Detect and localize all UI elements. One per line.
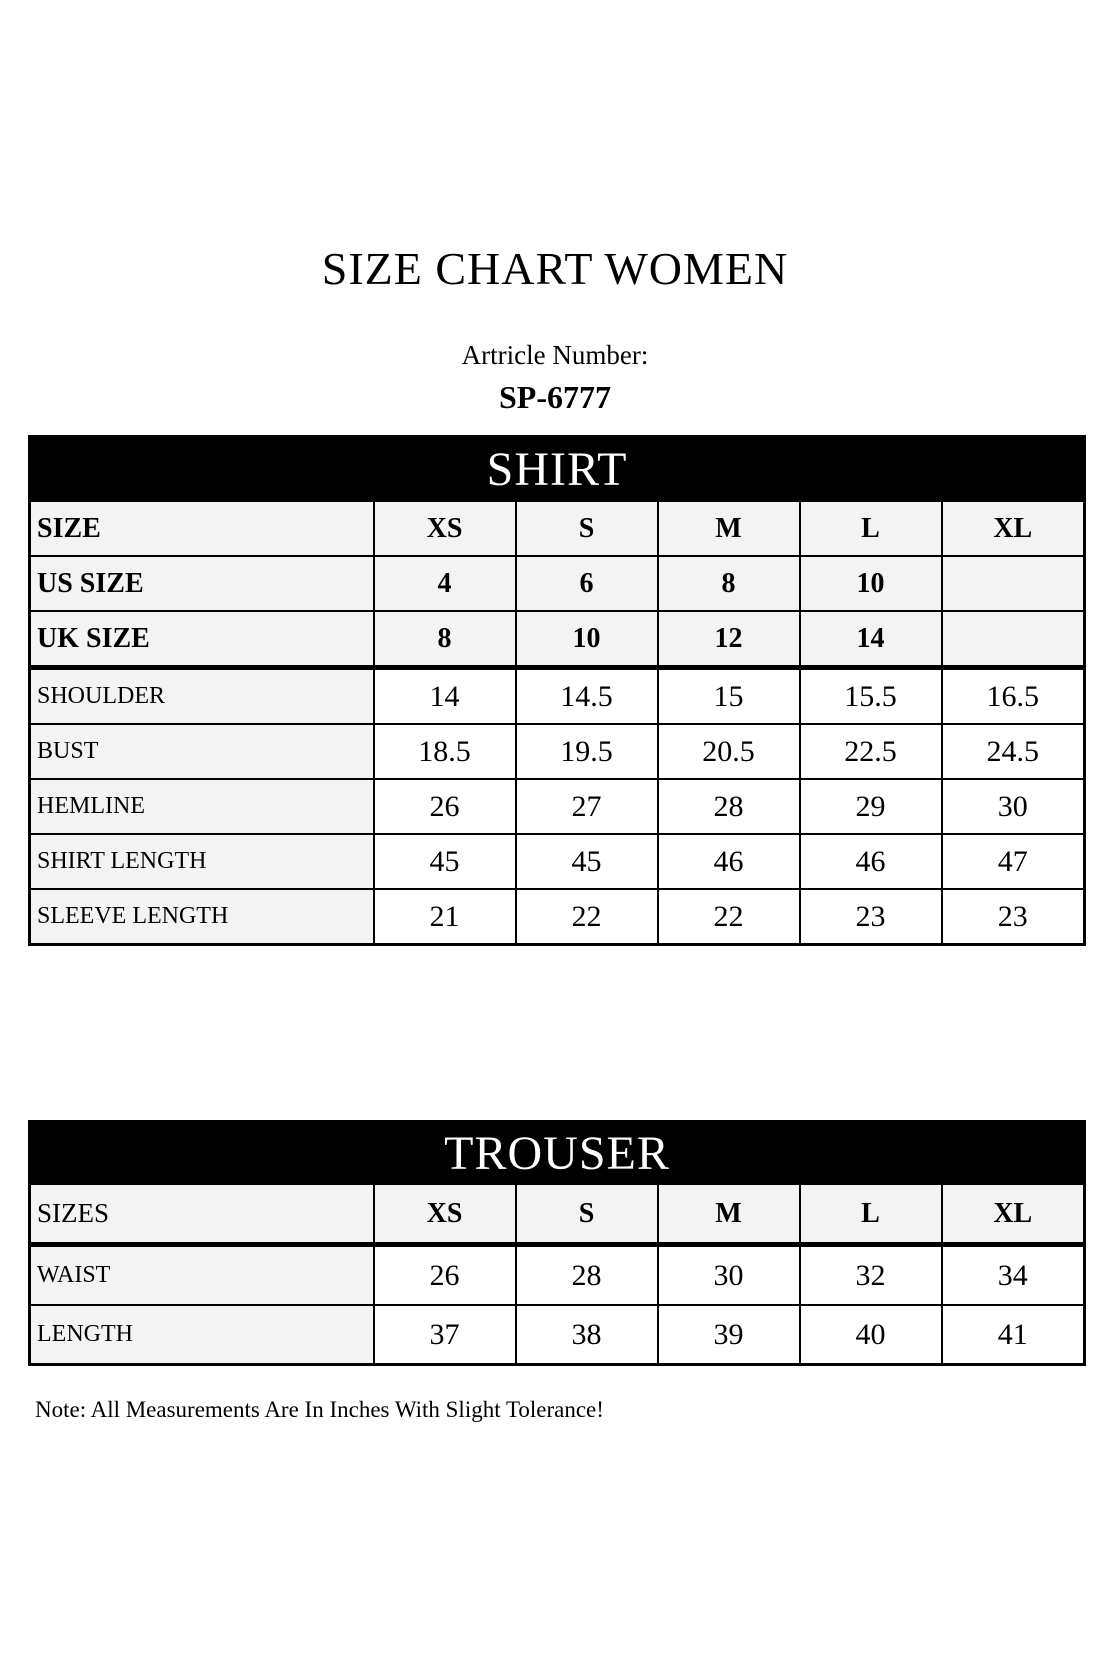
cell-value: 41	[942, 1305, 1085, 1365]
table-row	[30, 1184, 1085, 1245]
cell-value: 37	[374, 1305, 516, 1365]
cell-value: 23	[800, 889, 942, 945]
cell-value: 18.5	[374, 724, 516, 779]
row-label: US SIZE	[30, 556, 374, 611]
table-row	[30, 668, 1085, 725]
article-number-label: Artricle Number:	[461, 340, 649, 370]
row-label: SIZES	[30, 1184, 374, 1245]
cell-value: 22	[658, 889, 800, 945]
trouser-size-section	[30, 1184, 1085, 1245]
shirt-measurement-section	[30, 668, 1085, 945]
cell-value: 10	[516, 611, 658, 668]
cell-value: 38	[516, 1305, 658, 1365]
cell-value: 8	[374, 611, 516, 668]
cell-value: 39	[658, 1305, 800, 1365]
cell-value: XL	[942, 501, 1085, 556]
cell-value: 30	[658, 1245, 800, 1306]
cell-value: 10	[800, 556, 942, 611]
row-label: WAIST	[30, 1245, 374, 1306]
cell-value: 45	[374, 834, 516, 889]
cell-value: 12	[658, 611, 800, 668]
row-label: SHIRT LENGTH	[30, 834, 374, 889]
cell-value: 32	[800, 1245, 942, 1306]
cell-value: 28	[658, 779, 800, 834]
cell-value: 6	[516, 556, 658, 611]
table-row	[30, 1305, 1085, 1365]
cell-value: M	[658, 1184, 800, 1245]
cell-value: XS	[374, 501, 516, 556]
table-row	[30, 437, 1085, 502]
cell-value: 8	[658, 556, 800, 611]
cell-value: 14	[374, 668, 516, 725]
cell-value: 4	[374, 556, 516, 611]
cell-value: XS	[374, 1184, 516, 1245]
cell-value: 14.5	[516, 668, 658, 725]
table-row	[30, 501, 1085, 556]
cell-value: 14	[800, 611, 942, 668]
row-label: SLEEVE LENGTH	[30, 889, 374, 945]
cell-value: L	[800, 1184, 942, 1245]
cell-value: XL	[942, 1184, 1085, 1245]
cell-value: S	[516, 1184, 658, 1245]
cell-value: 23	[942, 889, 1085, 945]
cell-value: 26	[374, 1245, 516, 1306]
shirt-table-header: SHIRT	[30, 437, 1085, 502]
trouser-measurement-section	[30, 1245, 1085, 1365]
table-row	[30, 834, 1085, 889]
cell-value: 19.5	[516, 724, 658, 779]
cell-value: 16.5	[942, 668, 1085, 725]
trouser-size-table	[28, 1120, 1086, 1366]
row-label: SIZE	[30, 501, 374, 556]
trouser-table-header: TROUSER	[30, 1122, 1085, 1185]
shirt-size-table	[28, 435, 1086, 946]
cell-value: 34	[942, 1245, 1085, 1306]
table-row	[30, 779, 1085, 834]
cell-value: 15	[658, 668, 800, 725]
cell-value: 22.5	[800, 724, 942, 779]
measurement-note: Note: All Measurements Are In Inches With Slight Tolerance!	[35, 1397, 604, 1422]
cell-value: S	[516, 501, 658, 556]
table-row	[30, 724, 1085, 779]
cell-value: 20.5	[658, 724, 800, 779]
row-label: SHOULDER	[30, 668, 374, 725]
cell-value: 46	[800, 834, 942, 889]
cell-value	[942, 611, 1085, 668]
table-row	[30, 1245, 1085, 1306]
shirt-size-section	[30, 501, 1085, 668]
cell-value: 45	[516, 834, 658, 889]
table-row	[30, 889, 1085, 945]
cell-value: 28	[516, 1245, 658, 1306]
table-row	[30, 611, 1085, 668]
cell-value: 24.5	[942, 724, 1085, 779]
table-row	[30, 556, 1085, 611]
cell-value: L	[800, 501, 942, 556]
cell-value: 47	[942, 834, 1085, 889]
row-label: LENGTH	[30, 1305, 374, 1365]
cell-value: M	[658, 501, 800, 556]
row-label: HEMLINE	[30, 779, 374, 834]
article-number-value: SP-6777	[499, 379, 611, 415]
cell-value: 15.5	[800, 668, 942, 725]
table-row	[30, 1122, 1085, 1185]
row-label: BUST	[30, 724, 374, 779]
cell-value: 46	[658, 834, 800, 889]
cell-value: 27	[516, 779, 658, 834]
cell-value: 22	[516, 889, 658, 945]
row-label: UK SIZE	[30, 611, 374, 668]
cell-value: 40	[800, 1305, 942, 1365]
cell-value	[942, 556, 1085, 611]
cell-value: 26	[374, 779, 516, 834]
page-title: SIZE CHART WOMEN	[321, 243, 789, 294]
cell-value: 29	[800, 779, 942, 834]
cell-value: 30	[942, 779, 1085, 834]
cell-value: 21	[374, 889, 516, 945]
